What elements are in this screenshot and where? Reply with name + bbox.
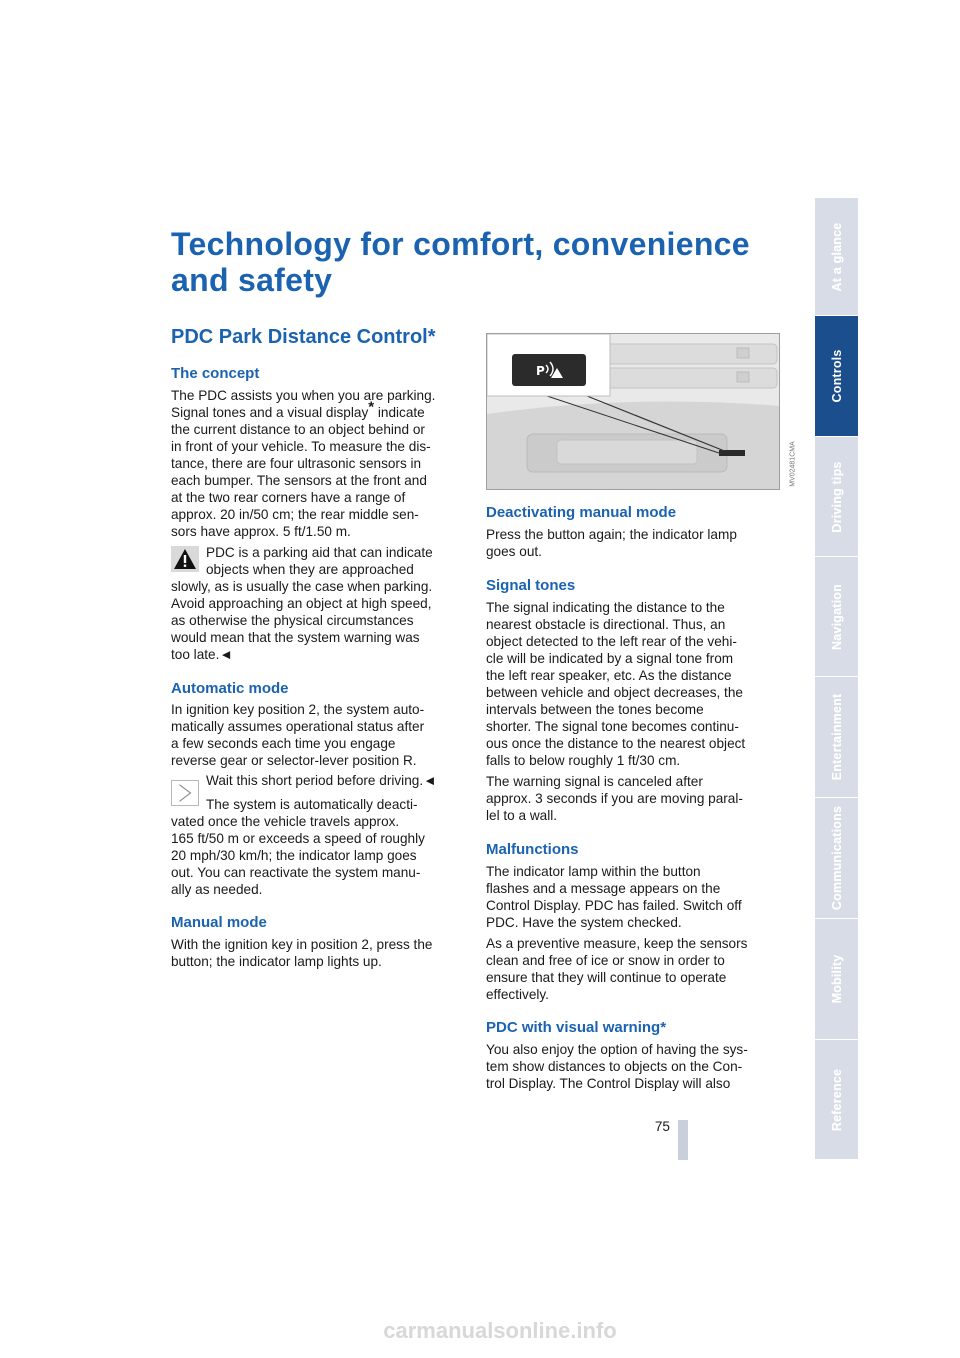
text-line: The PDC assists you when you are parking. xyxy=(171,388,436,403)
svg-text:P: P xyxy=(536,364,545,378)
text-line: Control Display. PDC has failed. Switch off xyxy=(486,898,742,913)
text-line: the left rear speaker, etc. As the distance xyxy=(486,668,732,683)
warning-text xyxy=(171,578,463,663)
tab-entertainment[interactable]: Entertainment xyxy=(815,677,858,798)
page-number-bar xyxy=(678,1120,688,1160)
text-line: object detected to the left rear of the vehi- xyxy=(486,634,737,649)
text-line: vated once the vehicle travels approx. xyxy=(171,814,400,829)
automatic-after-head: The system is automatically deacti- xyxy=(206,797,418,812)
manual-text xyxy=(171,936,463,970)
text-line: out. You can reactivate the system manu- xyxy=(171,865,421,880)
signal-text xyxy=(486,599,778,769)
text-line: intervals between the tones become xyxy=(486,702,704,717)
warning-text-head xyxy=(206,544,466,578)
text-line: You also enjoy the option of having the sys- xyxy=(486,1042,748,1057)
visual-text xyxy=(486,1041,778,1092)
text-line: As a preventive measure, keep the sensors xyxy=(486,936,748,951)
text-line: clean and free of ice or snow in order to xyxy=(486,953,725,968)
heading-signal: Signal tones xyxy=(486,577,576,594)
section-title: PDC Park Distance Control* xyxy=(171,326,436,348)
text-line: at the two rear corners have a range of xyxy=(171,490,406,505)
text-line: ally as needed. xyxy=(171,882,263,897)
concept-text xyxy=(171,387,463,540)
note-text: Wait this short period before driving.◄ xyxy=(206,773,437,788)
page-title-line1: Technology for comfort, convenience xyxy=(171,226,750,262)
page-title xyxy=(171,226,791,298)
text-line: falls to below roughly 1 ft/30 cm. xyxy=(486,753,681,768)
text-line: sors have approx. 5 ft/1.50 m. xyxy=(171,524,351,539)
heading-manual: Manual mode xyxy=(171,914,267,931)
text-line: trol Display. The Control Display will also xyxy=(486,1076,731,1091)
heading-malfunctions: Malfunctions xyxy=(486,841,579,858)
text-line: shorter. The signal tone becomes continu- xyxy=(486,719,739,734)
text-line: The warning signal is canceled after xyxy=(486,774,703,789)
dashboard-illustration xyxy=(487,334,780,490)
text-line: approx. 20 in/50 cm; the rear middle sen- xyxy=(171,507,419,522)
note-icon xyxy=(171,780,199,806)
warning-icon xyxy=(171,546,199,572)
page-title-line2: and safety xyxy=(171,262,333,298)
heading-deactivating: Deactivating manual mode xyxy=(486,504,677,521)
text-line: PDC is a parking aid that can indicate xyxy=(206,545,433,560)
text-line: lel to a wall. xyxy=(486,808,558,823)
text-line: reverse gear or selector-lever position R. xyxy=(171,753,417,768)
text-line: 20 mph/30 km/h; the indicator lamp goes xyxy=(171,848,417,863)
pdc-button-figure xyxy=(486,333,780,490)
tab-reference[interactable]: Reference xyxy=(815,1040,858,1160)
text-line: goes out. xyxy=(486,544,542,559)
text-line: The indicator lamp within the button xyxy=(486,864,701,879)
text-line: in front of your vehicle. To measure the dis- xyxy=(171,439,431,454)
malfunctions-text-2 xyxy=(486,935,778,1003)
text-line: Signal tones and a visual display* indicate xyxy=(171,398,425,420)
text-line: flashes and a message appears on the xyxy=(486,881,721,896)
automatic-text xyxy=(171,701,463,769)
page-number: 75 xyxy=(654,1119,670,1134)
tab-driving-tips[interactable]: Driving tips xyxy=(815,437,858,557)
tab-mobility[interactable]: Mobility xyxy=(815,919,858,1040)
text-line: In ignition key position 2, the system auto- xyxy=(171,702,425,717)
text-line: between vehicle and object decreases, the xyxy=(486,685,743,700)
text-line: each bumper. The sensors at the front and xyxy=(171,473,427,488)
tab-controls[interactable]: Controls xyxy=(815,316,858,437)
text-line: as otherwise the physical circumstances xyxy=(171,613,414,628)
tab-at-a-glance[interactable]: At a glance xyxy=(815,198,858,316)
deactivating-text xyxy=(486,526,778,560)
text-line: PDC. Have the system checked. xyxy=(486,915,682,930)
text-line: 165 ft/50 m or exceeds a speed of roughly xyxy=(171,831,425,846)
text-line: cle will be indicated by a signal tone from xyxy=(486,651,734,666)
text-line: would mean that the system warning was xyxy=(171,630,420,645)
text-line: too late.◄ xyxy=(171,647,233,662)
text-line: ous once the distance to the nearest object xyxy=(486,736,746,751)
signal-text-2 xyxy=(486,773,778,824)
text-line: effectively. xyxy=(486,987,549,1002)
text-line: ensure that they will continue to operate xyxy=(486,970,727,985)
text-line: Avoid approaching an object at high speed, xyxy=(171,596,432,611)
heading-concept: The concept xyxy=(171,365,260,382)
text-line: tem show distances to objects on the Con- xyxy=(486,1059,743,1074)
text-line: With the ignition key in position 2, press the xyxy=(171,937,433,952)
watermark: carmanualsonline.info xyxy=(383,1318,617,1343)
figure-code: MV02481CMA xyxy=(789,441,797,487)
automatic-after-text xyxy=(171,813,463,898)
heading-visual: PDC with visual warning* xyxy=(486,1019,667,1036)
text-line: button; the indicator lamp lights up. xyxy=(171,954,382,969)
heading-automatic: Automatic mode xyxy=(171,680,289,697)
text-line: tance, there are four ultrasonic sensors in xyxy=(171,456,422,471)
text-line: matically assumes operational status after xyxy=(171,719,425,734)
text-line: slowly, as is usually the case when parking. xyxy=(171,579,433,594)
text-line: the current distance to an object behind or xyxy=(171,422,425,437)
text-line: Press the button again; the indicator lamp xyxy=(486,527,737,542)
tab-navigation[interactable]: Navigation xyxy=(815,557,858,677)
text-line: The signal indicating the distance to the xyxy=(486,600,725,615)
text-line: nearest obstacle is directional. Thus, an xyxy=(486,617,726,632)
tab-communications[interactable]: Communications xyxy=(815,798,858,919)
text-line: objects when they are approached xyxy=(206,562,414,577)
text-line: a few seconds each time you engage xyxy=(171,736,396,751)
malfunctions-text xyxy=(486,863,778,931)
text-line: approx. 3 seconds if you are moving paral- xyxy=(486,791,743,806)
